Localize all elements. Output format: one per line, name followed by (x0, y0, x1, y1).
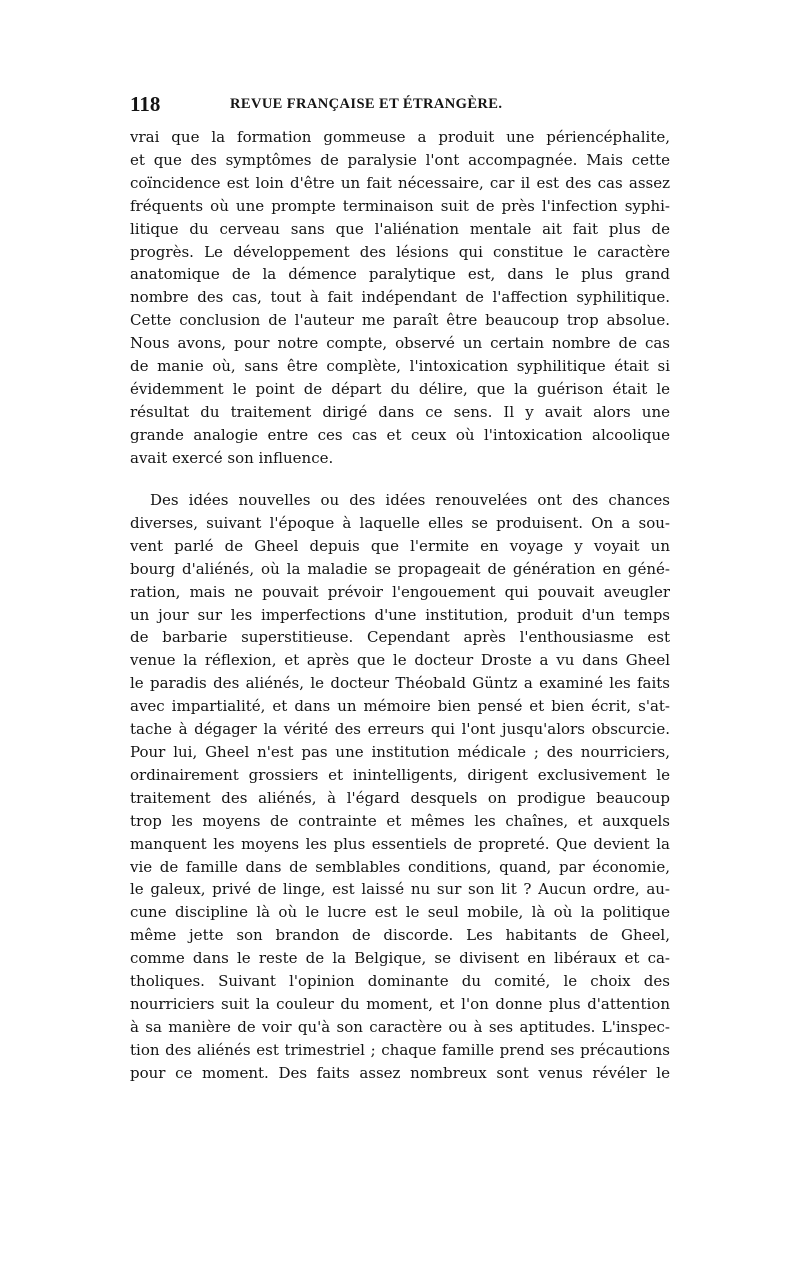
text-line: bourg d'aliénés, où la maladie se propageait de génération en géné- (130, 559, 670, 578)
text-line: traitement des aliénés, à l'égard desquels on prodigue beaucoup (130, 788, 670, 807)
text-line: tache à dégager la vérité des erreurs qui l'ont jusqu'alors obscurcie. (130, 720, 670, 739)
page-number: 118 (130, 92, 161, 116)
text-line: comme dans le reste de la Belgique, se divisent en libéraux et ca- (130, 949, 670, 968)
text-line: de manie où, sans être complète, l'intoxication syphilitique était si (130, 357, 670, 376)
page-header (130, 92, 670, 118)
paragraph-1 (130, 126, 670, 470)
running-title: REVUE FRANÇAISE ET ÉTRANGÈRE. (230, 96, 503, 112)
text-line: grande analogie entre ces cas et ceux où l'intoxication alcoolique (130, 425, 670, 444)
text-line: Pour lui, Gheel n'est pas une institution médicale ; des nourriciers, (130, 742, 670, 761)
text-line: litique du cerveau sans que l'aliénation mentale ait fait plus de (130, 219, 670, 238)
text-line: cune discipline là où le lucre est le seul mobile, là où la politique (130, 903, 670, 922)
text-line: vie de famille dans de semblables conditions, quand, par économie, (130, 857, 670, 876)
text-line: le galeux, privé de linge, est laissé nu sur son lit ? Aucun ordre, au- (130, 880, 670, 899)
text-line: vent parlé de Gheel depuis que l'ermite en voyage y voyait un (130, 536, 670, 555)
text-line: avait exercé son influence. (130, 448, 334, 467)
text-line: évidemment le point de départ du délire, que la guérison était le (130, 379, 670, 398)
text-line: même jette son brandon de discorde. Les habitants de Gheel, (130, 926, 670, 945)
paragraph-2 (130, 489, 670, 1085)
text-line: avec impartialité, et dans un mémoire bien pensé et bien écrit, s'at- (130, 697, 670, 716)
text-line: Cette conclusion de l'auteur me paraît être beaucoup trop absolue. (130, 311, 670, 330)
text-line: à sa manière de voir qu'à son caractère ou à ses aptitudes. L'inspec- (130, 1017, 670, 1036)
text-line: de barbarie superstitieuse. Cependant après l'enthousiasme est (130, 628, 670, 647)
text-line: manquent les moyens les plus essentiels de propreté. Que devient la (130, 834, 670, 853)
text-line: ration, mais ne pouvait prévoir l'engouement qui pouvait aveugler (130, 582, 670, 601)
text-line: Des idées nouvelles ou des idées renouvelées ont des chances (150, 491, 670, 509)
text-line: tion des aliénés est trimestriel ; chaque famille prend ses précautions (130, 1040, 670, 1059)
text-line: progrès. Le développement des lésions qui constitue le caractère (130, 242, 670, 261)
text-line: trop les moyens de contrainte et mêmes les chaînes, et auxquels (130, 811, 670, 830)
text-line: vrai que la formation gommeuse a produit une périencéphalite, (130, 128, 670, 146)
text-line: venue la réflexion, et après que le docteur Droste a vu dans Gheel (130, 651, 670, 670)
text-line: et que des symptômes de paralysie l'ont accompagnée. Mais cette (130, 150, 670, 169)
text-line: résultat du traitement dirigé dans ce sens. Il y avait alors une (130, 402, 670, 421)
text-line: fréquents où une prompte terminaison suit de près l'infection syphi- (130, 196, 670, 215)
text-line: pour ce moment. Des faits assez nombreux sont venus révéler le (130, 1063, 670, 1082)
text-line: le paradis des aliénés, le docteur Théobald Güntz a examiné les faits (130, 674, 670, 693)
text-line: tholiques. Suivant l'opinion dominante du comité, le choix des (130, 972, 670, 991)
text-line: un jour sur les imperfections d'une institution, produit d'un temps (130, 605, 670, 624)
text-line: coïncidence est loin d'être un fait nécessaire, car il est des cas assez (130, 173, 670, 192)
text-line: diverses, suivant l'époque à laquelle elles se produisent. On a sou- (130, 513, 670, 532)
text-line: anatomique de la démence paralytique est, dans le plus grand (130, 265, 670, 284)
text-line: nourriciers suit la couleur du moment, et l'on donne plus d'attention (130, 994, 670, 1013)
text-line: nombre des cas, tout à fait indépendant de l'affection syphilitique. (130, 288, 670, 307)
text-line: Nous avons, pour notre compte, observé un certain nombre de cas (130, 334, 670, 353)
text-line: ordinairement grossiers et inintelligents, dirigent exclusivement le (130, 765, 670, 784)
